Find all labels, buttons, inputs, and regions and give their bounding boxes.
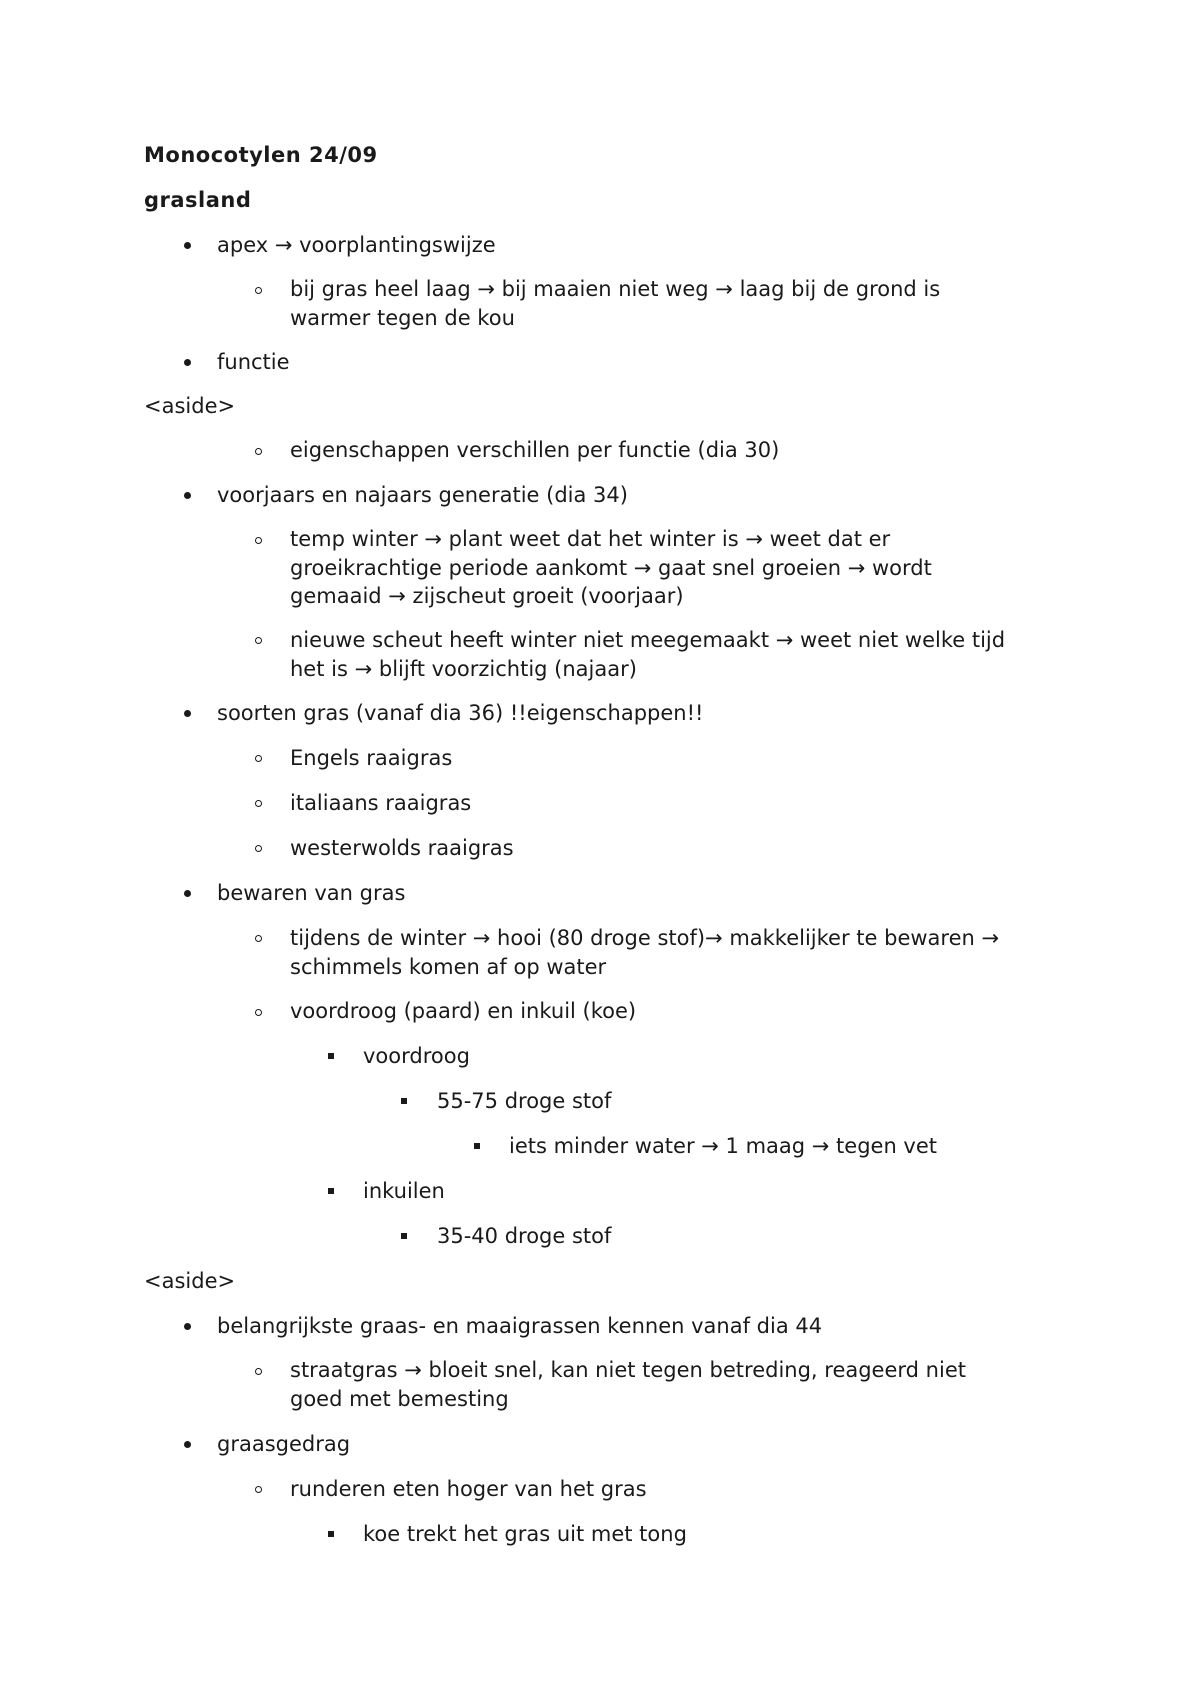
list-item-continuation: warmer tegen de kou (290, 306, 515, 330)
bullet-square-icon (401, 1098, 407, 1104)
bullet-square-icon (328, 1053, 334, 1059)
bullet-disc-icon (184, 359, 191, 366)
bullet-square-icon (474, 1143, 480, 1149)
bullet-circle-icon (255, 800, 262, 807)
list-item: straatgras → bloeit snel, kan niet tegen betreding, reageerd niet (290, 1358, 966, 1382)
list-item-continuation: gemaaid → zijscheut groeit (voorjaar) (290, 584, 684, 608)
bullet-disc-icon (184, 1323, 191, 1330)
list-item: voordroog (363, 1044, 470, 1068)
bullet-disc-icon (184, 242, 191, 249)
bullet-circle-icon (255, 1368, 262, 1375)
bullet-circle-icon (255, 935, 262, 942)
list-item: italiaans raaigras (290, 791, 472, 815)
aside-tag: <aside> (144, 1269, 236, 1293)
list-item: bij gras heel laag → bij maaien niet weg → laag bij de grond is (290, 277, 941, 301)
list-item: nieuwe scheut heeft winter niet meegemaakt → weet niet welke tijd (290, 628, 1006, 652)
list-item: runderen eten hoger van het gras (290, 1477, 647, 1501)
aside-tag: <aside> (144, 394, 236, 418)
list-item: iets minder water → 1 maag → tegen vet (509, 1134, 938, 1158)
document-title: Monocotylen 24/09 (144, 143, 378, 167)
list-item-continuation: het is → blijft voorzichtig (najaar) (290, 657, 637, 681)
list-item: Engels raaigras (290, 746, 453, 770)
bullet-circle-icon (255, 1486, 262, 1493)
bullet-circle-icon (255, 845, 262, 852)
list-item: apex → voorplantingswijze (217, 233, 496, 257)
list-item: eigenschappen verschillen per functie (dia 30) (290, 438, 780, 462)
list-item-continuation: goed met bemesting (290, 1387, 509, 1411)
bullet-square-icon (328, 1188, 334, 1194)
list-item: bewaren van gras (217, 881, 406, 905)
list-item: belangrijkste graas- en maaigrassen kennen vanaf dia 44 (217, 1314, 823, 1338)
bullet-circle-icon (255, 287, 262, 294)
list-item: koe trekt het gras uit met tong (363, 1522, 687, 1546)
bullet-square-icon (401, 1233, 407, 1239)
bullet-circle-icon (255, 637, 262, 644)
list-item: 55-75 droge stof (437, 1089, 612, 1113)
bullet-disc-icon (184, 1441, 191, 1448)
bullet-disc-icon (184, 492, 191, 499)
bullet-disc-icon (184, 890, 191, 897)
bullet-square-icon (328, 1531, 334, 1537)
list-item: 35-40 droge stof (437, 1224, 612, 1248)
list-item-continuation: schimmels komen af op water (290, 955, 607, 979)
list-item: inkuilen (363, 1179, 445, 1203)
bullet-circle-icon (255, 537, 262, 544)
bullet-circle-icon (255, 755, 262, 762)
list-item: tijdens de winter → hooi (80 droge stof)→ makkelijker te bewaren → (290, 926, 1000, 950)
bullet-circle-icon (255, 1009, 262, 1016)
list-item: voorjaars en najaars generatie (dia 34) (217, 483, 628, 507)
list-item: voordroog (paard) en inkuil (koe) (290, 999, 637, 1023)
section-heading: grasland (144, 188, 252, 212)
list-item: functie (217, 350, 290, 374)
bullet-disc-icon (184, 710, 191, 717)
list-item: temp winter → plant weet dat het winter is → weet dat er (290, 527, 891, 551)
list-item-continuation: groeikrachtige periode aankomt → gaat snel groeien → wordt (290, 556, 932, 580)
list-item: westerwolds raaigras (290, 836, 514, 860)
list-item: soorten gras (vanaf dia 36) !!eigenschappen!! (217, 701, 704, 725)
bullet-circle-icon (255, 448, 262, 455)
list-item: graasgedrag (217, 1432, 351, 1456)
